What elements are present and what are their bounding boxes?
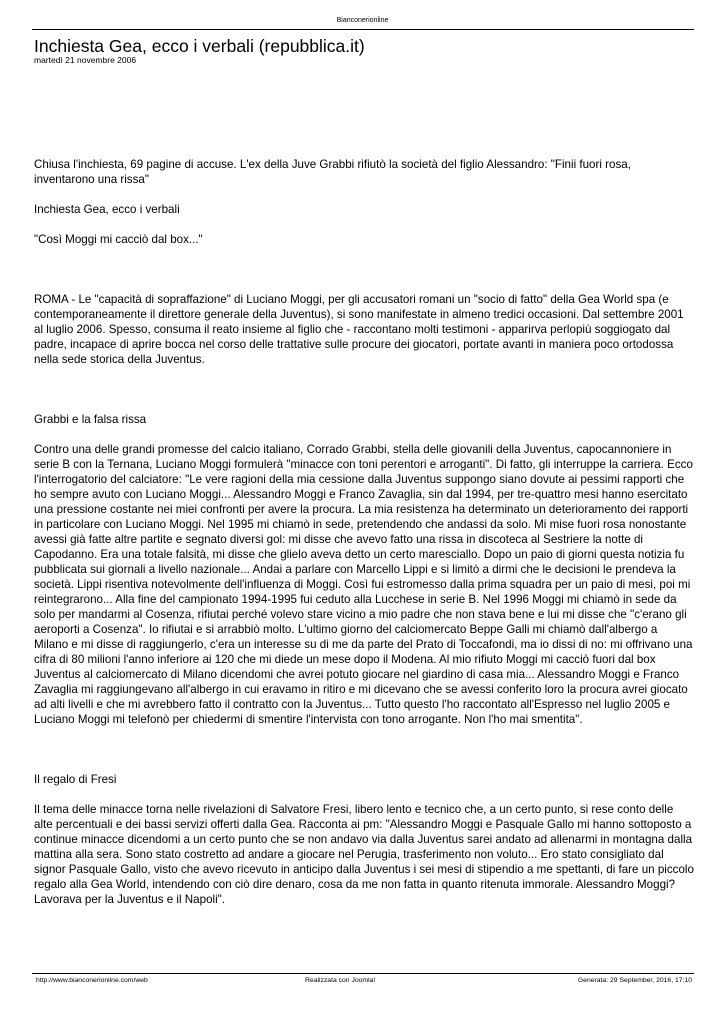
article-paragraph-grabbi: Contro una delle grandi promesse del calcio italiano, Corrado Grabbi, stella delle giovanili della Juventus, capocannoniere in serie B con la Ternana, Luciano Moggi formulerà "minacce con toni perentori e arroganti". Di fatto, gli interruppe la carriera. Ecco l'interrogatorio del calciatore: "Le vere ragioni della mia cessione dalla Juventus suppongo siano dovute ai pessimi rapporti che ho sempre avuto con Luciano Moggi... Alessandro Moggi e Franco Zavaglia, sin dal 1994, per tre-quattro mesi hanno esercitato una pressione costante nei miei confronti per avere la procura. La mia resistenza ha determinato un deterioramento dei rapporti in particolare con Luciano Moggi. Nel 1995 mi chiamò in sede, pretendendo che andassi da solo. Mi mise fuori rosa nonostante avessi già fatte altre partite e segnato diversi gol: mi disse che avevo fatto una rissa in discoteca al Sestriere la notte di Capodanno. Era una totale falsità, mi disse che glielo aveva detto un certo maresciallo. Dopo un paio di giorni questa notizia fu pubblicata sui giornali a livello nazionale... Andai a parlare con Marcello Lippi e si limitò a dirmi che le decisioni le prendeva la società. Lippi risentiva notevolmente dell'influenza di Moggi. Così fui estromesso dalla prima squadra per un paio di mesi, poi mi reintegrarono... Alla fine del campionato 1994-1995 fui ceduto alla Lucchese in serie B. Nel 1996 Moggi mi chiamò in sede da solo per mandarmi al Cosenza, rifiutai perché volevo stare vicino a mio padre che non stava bene e lui mi disse che "c'erano gli aeroporti a Cosenza". Io rifiutai e si arrabbiò molto. L'ultimo giorno del calciomercato Beppe Galli mi chiamò dall'albergo a Milano e mi disse di raggiungerlo, c'era un interesse su di me da parte del Prato di Toccafondi, ma io dissi di no: mi offrivano una cifra di 80 milioni l'anno inferiore ai 120 che mi diede un mese dopo il Modena. Al mio rifiuto Moggi mi cacciò fuori dal box Juventus al calciomercato di Milano dicendomi che avrei potuto giocare nel giardino di casa mia... Alessandro Moggi e Franco Zavaglia mi raggiungevano all'albergo in cui eravamo in ritiro e mi dicevano che se avessi conferito loro la procura avrei giocato ad alti livelli e che mi avrebbero fatto il contratto con la Juventus... Tutto questo l'ho raccontato all'Espresso nel luglio 2005 e Luciano Moggi mi telefonò per chiedermi di smentire l'intervista con tono arrogante. Non l'ho mai smentita". bbox=[34, 443, 693, 726]
footer-credit: Realizzata con Joomla! bbox=[305, 977, 376, 984]
section-heading-fresi: Il regalo di Fresi bbox=[34, 773, 117, 786]
header-divider bbox=[32, 29, 694, 30]
article-body bbox=[34, 157, 694, 907]
footer-generated-date: Generata: 29 September, 2016, 17:10 bbox=[577, 977, 692, 984]
article-paragraph-intro: ROMA - Le "capacità di sopraffazione" di Luciano Moggi, per gli accusatori romani un "socio di fatto" della Gea World spa (e contemporaneamente il direttore generale della Juventus), si sono manifestate in almeno tredici occasioni. Dal settembre 2001 al luglio 2006. Spesso, consuma il reato insieme al figlio che - raccontano molti testimoni - apparirva perlopiù soggiogato dal padre, incapace di aprire bocca nel corso delle trattative sulle procure dei giocatori, portate avanti in maniera poco ortodossa nella sede storica della Juventus. bbox=[34, 293, 684, 366]
article-title: Inchiesta Gea, ecco i verbali (repubblica.it) bbox=[34, 36, 365, 56]
footer-divider bbox=[32, 973, 694, 974]
article-lead: Chiusa l'inchiesta, 69 pagine di accuse. L'ex della Juve Grabbi rifiutò la società del figlio Alessandro: "Finii fuori rosa, inventarono una rissa" bbox=[34, 158, 631, 186]
footer-url-link[interactable]: http://www.bianconerionline.com/web bbox=[36, 977, 148, 984]
site-name: Bianconerionline bbox=[336, 17, 389, 24]
section-heading-grabbi: Grabbi e la falsa rissa bbox=[34, 413, 147, 426]
article-date: martedì 21 novembre 2006 bbox=[34, 55, 137, 65]
article-subtitle: Inchiesta Gea, ecco i verbali bbox=[34, 203, 180, 216]
article-quote: "Così Moggi mi cacciò dal box..." bbox=[34, 233, 203, 246]
article-paragraph-fresi: Il tema delle minacce torna nelle rivelazioni di Salvatore Fresi, libero lento e tecnico che, a un certo punto, si rese conto delle alte percentuali e dei bassi servizi offerti dalla Gea. Racconta ai pm: "Alessandro Moggi e Pasquale Gallo mi hanno sottoposto a continue minacce dicendomi a un certo punto che se non andavo via dalla Juventus sarei andato ad allenarmi in montagna dalla mattina alla sera. Sono stato costretto ad andare a giocare nel Perugia, trasferimento non voluto... Ero stato consigliato dal signor Pasquale Gallo, visto che avevo ricevuto in anticipo dalla Juventus i sei mesi di stipendio a me spettanti, di fare un piccolo regalo alla Gea World, intendendo con ciò dire denaro, cosa da me non fatta in quanto ritenuta immorale. Alessandro Moggi? Lavorava per la Juventus e il Napoli". bbox=[34, 803, 694, 906]
